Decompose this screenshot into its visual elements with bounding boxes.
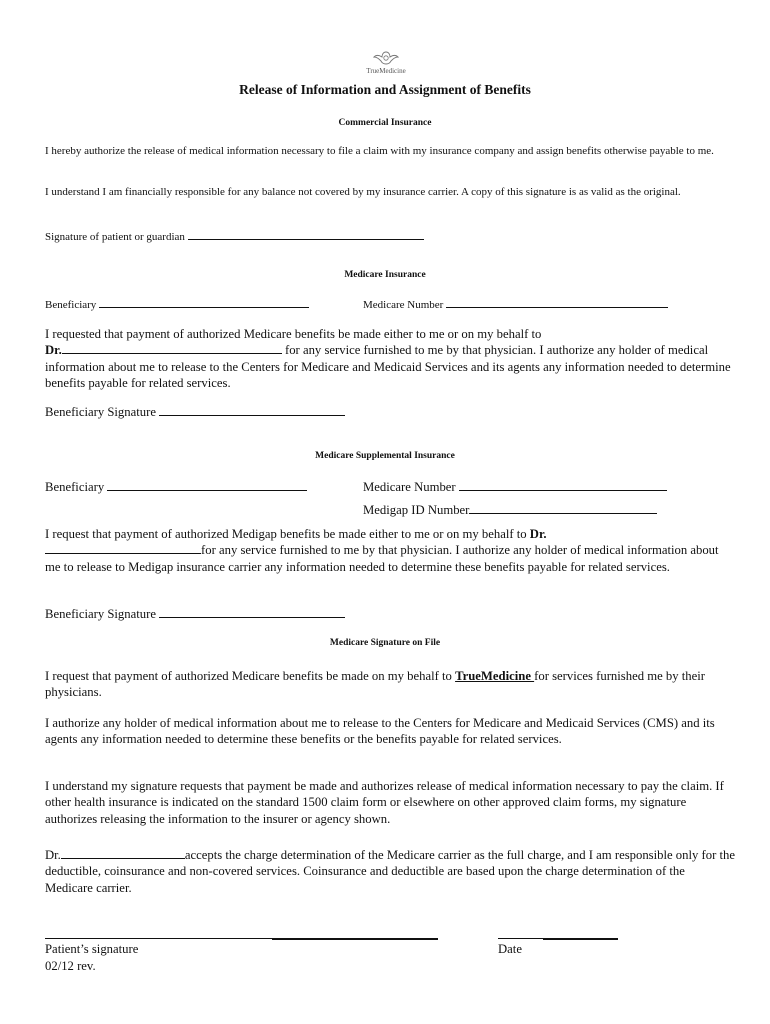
date-label: Date [498, 942, 522, 956]
on-file-paragraph-2: I authorize any holder of medical information about me to release to the Centers for Medicare and Medicaid Services (CMS) and its agents any information needed to determine these benefits or the benefits payable for related services. [45, 716, 715, 747]
on-file-dr-label: Dr. [45, 848, 61, 862]
on-file-dr-field[interactable] [61, 848, 185, 859]
supplemental-signature-row [45, 606, 345, 622]
medicare-beneficiary-row [45, 297, 309, 313]
medicare-signature-field[interactable] [159, 405, 345, 416]
medicare-beneficiary-field[interactable] [99, 297, 309, 308]
medicare-number-row [363, 297, 668, 313]
medigap-id-row [363, 502, 657, 518]
supplemental-signature-label: Beneficiary Signature [45, 607, 156, 621]
medicare-signature-label: Beneficiary Signature [45, 405, 156, 419]
on-file-paragraph-1 [45, 668, 735, 701]
patient-signature-underline [272, 938, 438, 940]
page-title: Release of Information and Assignment of Benefits [239, 82, 531, 97]
on-file-paragraph-3: I understand my signature requests that payment be made and authorizes release of medical information necessary to pay the claim. If other health insurance is indicated on the standard 1500 claim form or elsewhere on other approved claim forms, my signature authorizes releasing the information to the insurer or agency shown. [45, 779, 724, 826]
supplemental-number-field[interactable] [459, 480, 667, 491]
eagle-emblem-icon [373, 50, 399, 66]
medigap-id-field[interactable] [469, 503, 657, 514]
medicare-number-field[interactable] [446, 297, 668, 308]
commercial-signature-field[interactable] [188, 229, 424, 240]
supplemental-beneficiary-field[interactable] [107, 480, 307, 491]
truemedicine-name: TrueMedicine [455, 669, 535, 683]
supplemental-beneficiary-label: Beneficiary [45, 480, 105, 494]
date-underline [543, 938, 618, 940]
commercial-paragraph-1: I hereby authorize the release of medical information necessary to file a claim with my insurance company and assign benefits otherwise payable to me. [45, 145, 714, 157]
medicare-beneficiary-label: Beneficiary [45, 299, 97, 311]
medicare-paragraph [45, 326, 735, 391]
medicare-dr-label: Dr. [45, 343, 62, 358]
medicare-signature-row [45, 404, 345, 420]
commercial-signature-label: Signature of patient or guardian [45, 231, 185, 243]
section-heading-on-file: Medicare Signature on File [329, 638, 441, 648]
on-file-paragraph-1-start: I request that payment of authorized Medicare benefits be made on my behalf to [45, 669, 456, 683]
supplemental-paragraph [45, 526, 735, 575]
truemedicine-logo [358, 50, 414, 78]
on-file-paragraph-1-end: for services furnished me by their physicians. [45, 669, 705, 700]
supplemental-number-label: Medicare Number [363, 480, 456, 494]
supplemental-paragraph-start: I request that payment of authorized Medigap benefits be made either to me or on my behalf to [45, 527, 530, 541]
on-file-paragraph-4-end: accepts the charge determination of the Medicare carrier as the full charge, and I am responsible only for the deductible, coinsurance and non-covered services. Coinsurance and deductible are based upon the charge determination of the Medicare carrier. [45, 848, 736, 895]
supplemental-beneficiary-row [45, 479, 307, 495]
supplemental-paragraph-end: for any service furnished to me by that physician. I authorize any holder of medical information about me to release to Medigap insurance carrier any information needed to determine these benefits payable for related services. [45, 543, 719, 574]
medicare-number-label: Medicare Number [363, 299, 444, 311]
section-heading-medicare: Medicare Insurance [344, 270, 426, 280]
medicare-paragraph-end: for any service furnished to me by that physician. I authorize any holder of medical information about me to release to the Centers for Medicare and Medicaid Services and its agents any information needed to determine benefits payable for related services. [45, 343, 731, 390]
patient-signature-label: Patient’s signature [45, 942, 139, 956]
section-heading-commercial: Commercial Insurance [338, 118, 432, 128]
medicare-paragraph-start: I requested that payment of authorized Medicare benefits be made either to me or on my behalf to [45, 327, 542, 341]
logo-text: TrueMedicine [366, 67, 406, 75]
section-heading-supplemental: Medicare Supplemental Insurance [315, 451, 455, 461]
on-file-paragraph-4 [45, 847, 735, 896]
medigap-id-label: Medigap ID Number [363, 503, 470, 517]
supplemental-signature-field[interactable] [159, 607, 345, 618]
supplemental-dr-label: Dr. [529, 527, 547, 541]
commercial-paragraph-2: I understand I am financially responsible for any balance not covered by my insurance carrier. A copy of this signature is as valid as the original. [45, 186, 681, 198]
supplemental-dr-field[interactable] [45, 543, 201, 554]
revision-label: 02/12 rev. [45, 959, 96, 973]
commercial-signature-row [45, 229, 424, 245]
medicare-dr-field[interactable] [62, 343, 282, 354]
supplemental-number-row [363, 479, 667, 495]
